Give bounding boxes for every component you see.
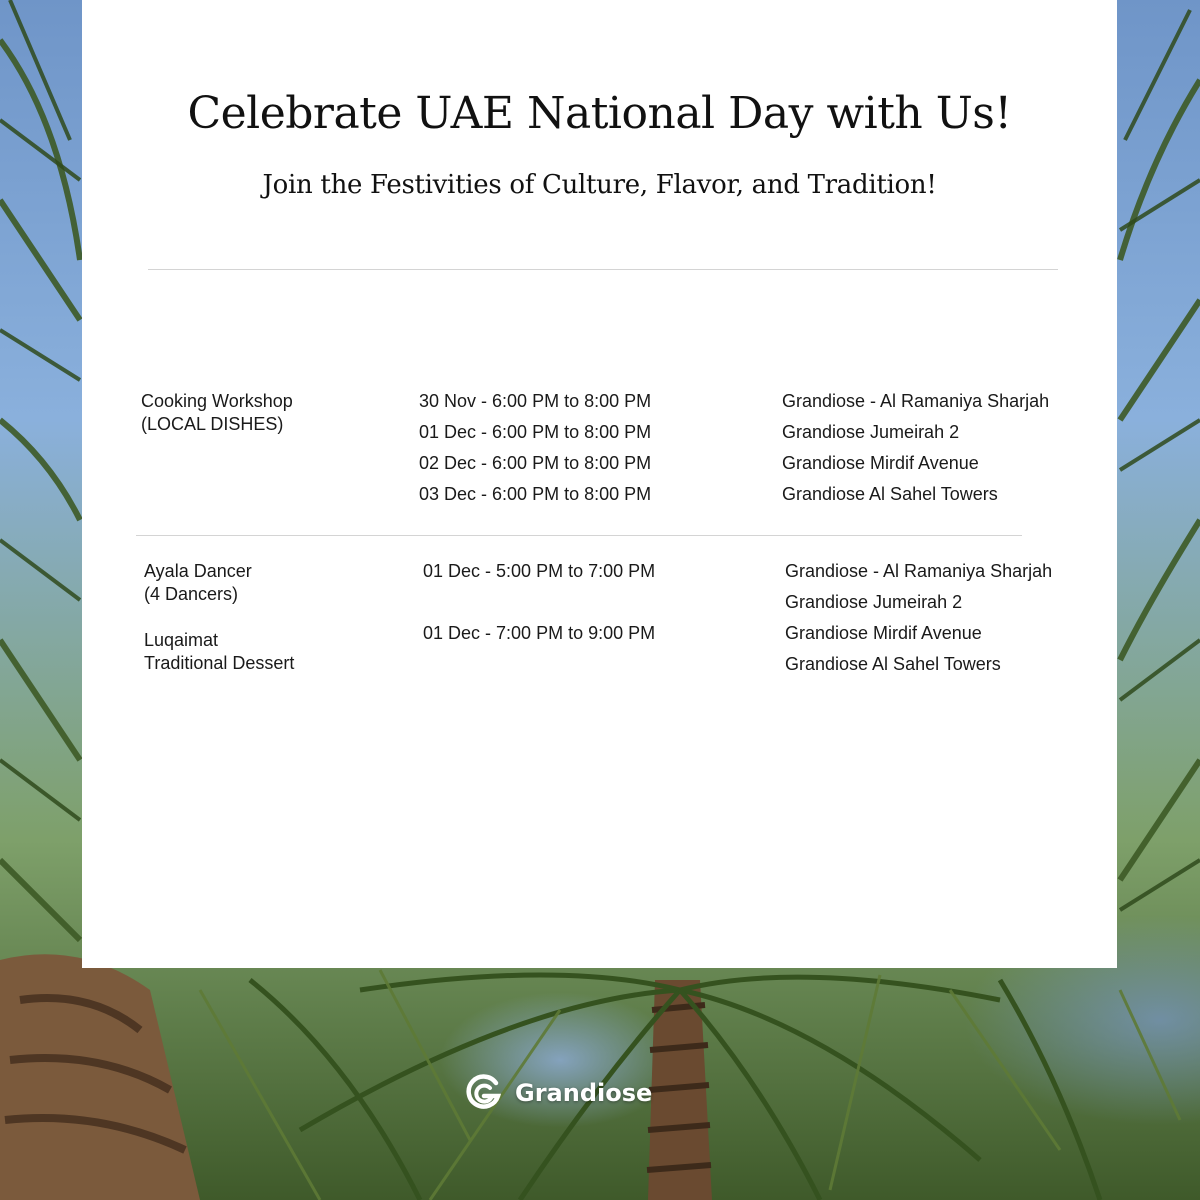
event-location: Grandiose - Al Ramaniya Sharjah (782, 391, 1050, 411)
event-location: Grandiose Jumeirah 2 (785, 592, 963, 612)
event-name: Cooking Workshop (141, 391, 293, 411)
page-subtitle: Join the Festivities of Culture, Flavor, and Tradition! (262, 170, 937, 200)
event-name: Ayala Dancer (144, 561, 252, 581)
section-divider (136, 535, 1022, 536)
event-location: Grandiose Jumeirah 2 (782, 422, 960, 442)
event-location: Grandiose Al Sahel Towers (785, 654, 1001, 674)
event-location: Grandiose Mirdif Avenue (785, 623, 982, 643)
brand-logo (465, 1073, 652, 1113)
event-location: Grandiose - Al Ramaniya Sharjah (785, 561, 1053, 581)
event-time: 30 Nov - 6:00 PM to 8:00 PM (419, 391, 652, 411)
grandiose-g-logo-icon (465, 1074, 503, 1112)
event-name-detail: Traditional Dessert (144, 653, 295, 673)
event-name-detail: (4 Dancers) (144, 584, 239, 604)
event-name-detail: (LOCAL DISHES) (141, 414, 284, 434)
event-time: 01 Dec - 6:00 PM to 8:00 PM (419, 422, 652, 442)
event-time: 01 Dec - 5:00 PM to 7:00 PM (423, 561, 656, 581)
event-location: Grandiose Al Sahel Towers (782, 484, 998, 504)
event-name: Luqaimat (144, 630, 219, 650)
page-title: Celebrate UAE National Day with Us! (187, 88, 1012, 139)
event-card (82, 0, 1117, 968)
event-time: 01 Dec - 7:00 PM to 9:00 PM (423, 623, 656, 643)
brand-name: Grandiose (515, 1079, 653, 1107)
event-time: 03 Dec - 6:00 PM to 8:00 PM (419, 484, 652, 504)
header-divider (148, 269, 1058, 270)
event-time: 02 Dec - 6:00 PM to 8:00 PM (419, 453, 652, 473)
event-location: Grandiose Mirdif Avenue (782, 453, 979, 473)
